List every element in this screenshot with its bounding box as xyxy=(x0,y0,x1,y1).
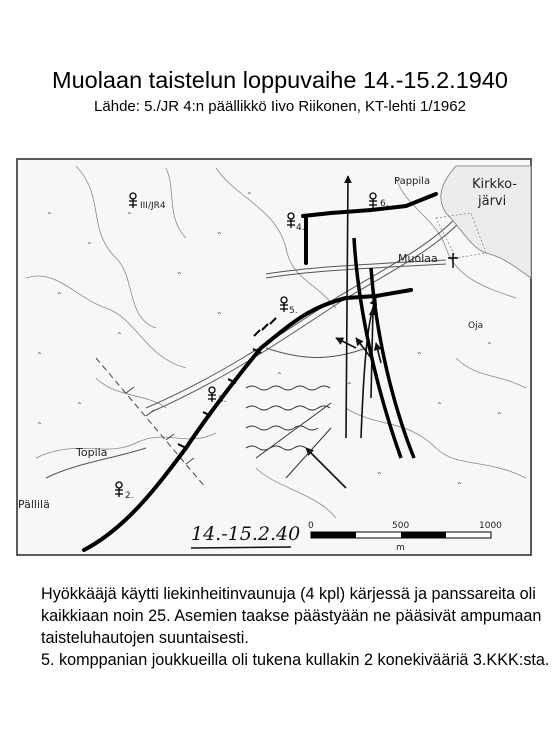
svg-text:⌃: ⌃ xyxy=(76,401,83,410)
unit-label-3-jr4: III/JR4 xyxy=(140,201,166,211)
svg-text:⌃: ⌃ xyxy=(346,381,353,390)
battle-map xyxy=(16,158,532,556)
place-label-topila: Topila xyxy=(76,446,108,459)
unit-label-2: 2. xyxy=(125,491,134,501)
svg-text:⌃: ⌃ xyxy=(376,471,383,480)
scale-bar xyxy=(311,532,491,538)
svg-text:⌃: ⌃ xyxy=(216,311,223,320)
place-label-muolaa: Muolaa xyxy=(398,252,438,265)
scale-tick-0: 0 xyxy=(308,521,314,531)
place-label-kirkkojarvi: Kirkko- xyxy=(472,177,517,192)
place-label-oja: Oja xyxy=(468,321,484,331)
caption-paragraph-2: 5. komppanian joukkueilla oli tukena kullakin 2 konekivääriä 3.KKK:sta. xyxy=(41,651,550,669)
caption-paragraph-1: Hyökkääjä käytti liekinheitinvaunuja (4 kpl) kärjessä ja panssareita oli kaikkiaan noin 25. Asemien taakse päästyään ne pääsivät ampumaan taisteluhautojen suuntaisesti. xyxy=(41,585,542,647)
svg-text:⌃: ⌃ xyxy=(36,421,43,430)
place-label-kirkkojarvi-2: järvi xyxy=(478,194,507,209)
place-label-pallila: Pällilä xyxy=(18,498,50,511)
scale-unit: m xyxy=(396,543,405,553)
svg-text:⌃: ⌃ xyxy=(216,231,223,240)
svg-text:⌃: ⌃ xyxy=(56,291,63,300)
svg-text:⌃: ⌃ xyxy=(176,271,183,280)
svg-text:⌃: ⌃ xyxy=(496,411,503,420)
page-title: Muolaan taistelun loppuvaihe 14.-15.2.1940 xyxy=(52,67,508,93)
date-label: 14.-15.2.40 xyxy=(191,523,301,545)
svg-text:⌃: ⌃ xyxy=(116,331,123,340)
source-line: Lähde: 5./JR 4:n päällikkö Iivo Riikonen, KT-lehti 1/1962 xyxy=(94,98,466,115)
svg-text:⌃: ⌃ xyxy=(436,401,443,410)
svg-text:⌃: ⌃ xyxy=(86,241,93,250)
svg-text:⌃: ⌃ xyxy=(316,211,323,220)
svg-text:⌃: ⌃ xyxy=(36,351,43,360)
svg-text:⌃: ⌃ xyxy=(276,371,283,380)
svg-text:⌃: ⌃ xyxy=(126,211,133,220)
caption xyxy=(41,583,551,671)
scale-tick-1000: 1000 xyxy=(479,521,502,531)
svg-text:⌃: ⌃ xyxy=(46,211,53,220)
svg-text:⌃: ⌃ xyxy=(416,351,423,360)
svg-text:⌃: ⌃ xyxy=(246,191,253,200)
unit-label-5: 5. xyxy=(289,306,298,316)
svg-text:⌃: ⌃ xyxy=(456,481,463,490)
svg-text:⌃: ⌃ xyxy=(486,341,493,350)
date-underline xyxy=(191,547,291,548)
place-label-pappila: Pappila xyxy=(394,176,431,187)
unit-label-6: 6. xyxy=(380,199,389,209)
scale-tick-500: 500 xyxy=(392,521,410,531)
unit-label-3: 3. xyxy=(218,395,227,405)
unit-label-4: 4. xyxy=(296,223,305,233)
